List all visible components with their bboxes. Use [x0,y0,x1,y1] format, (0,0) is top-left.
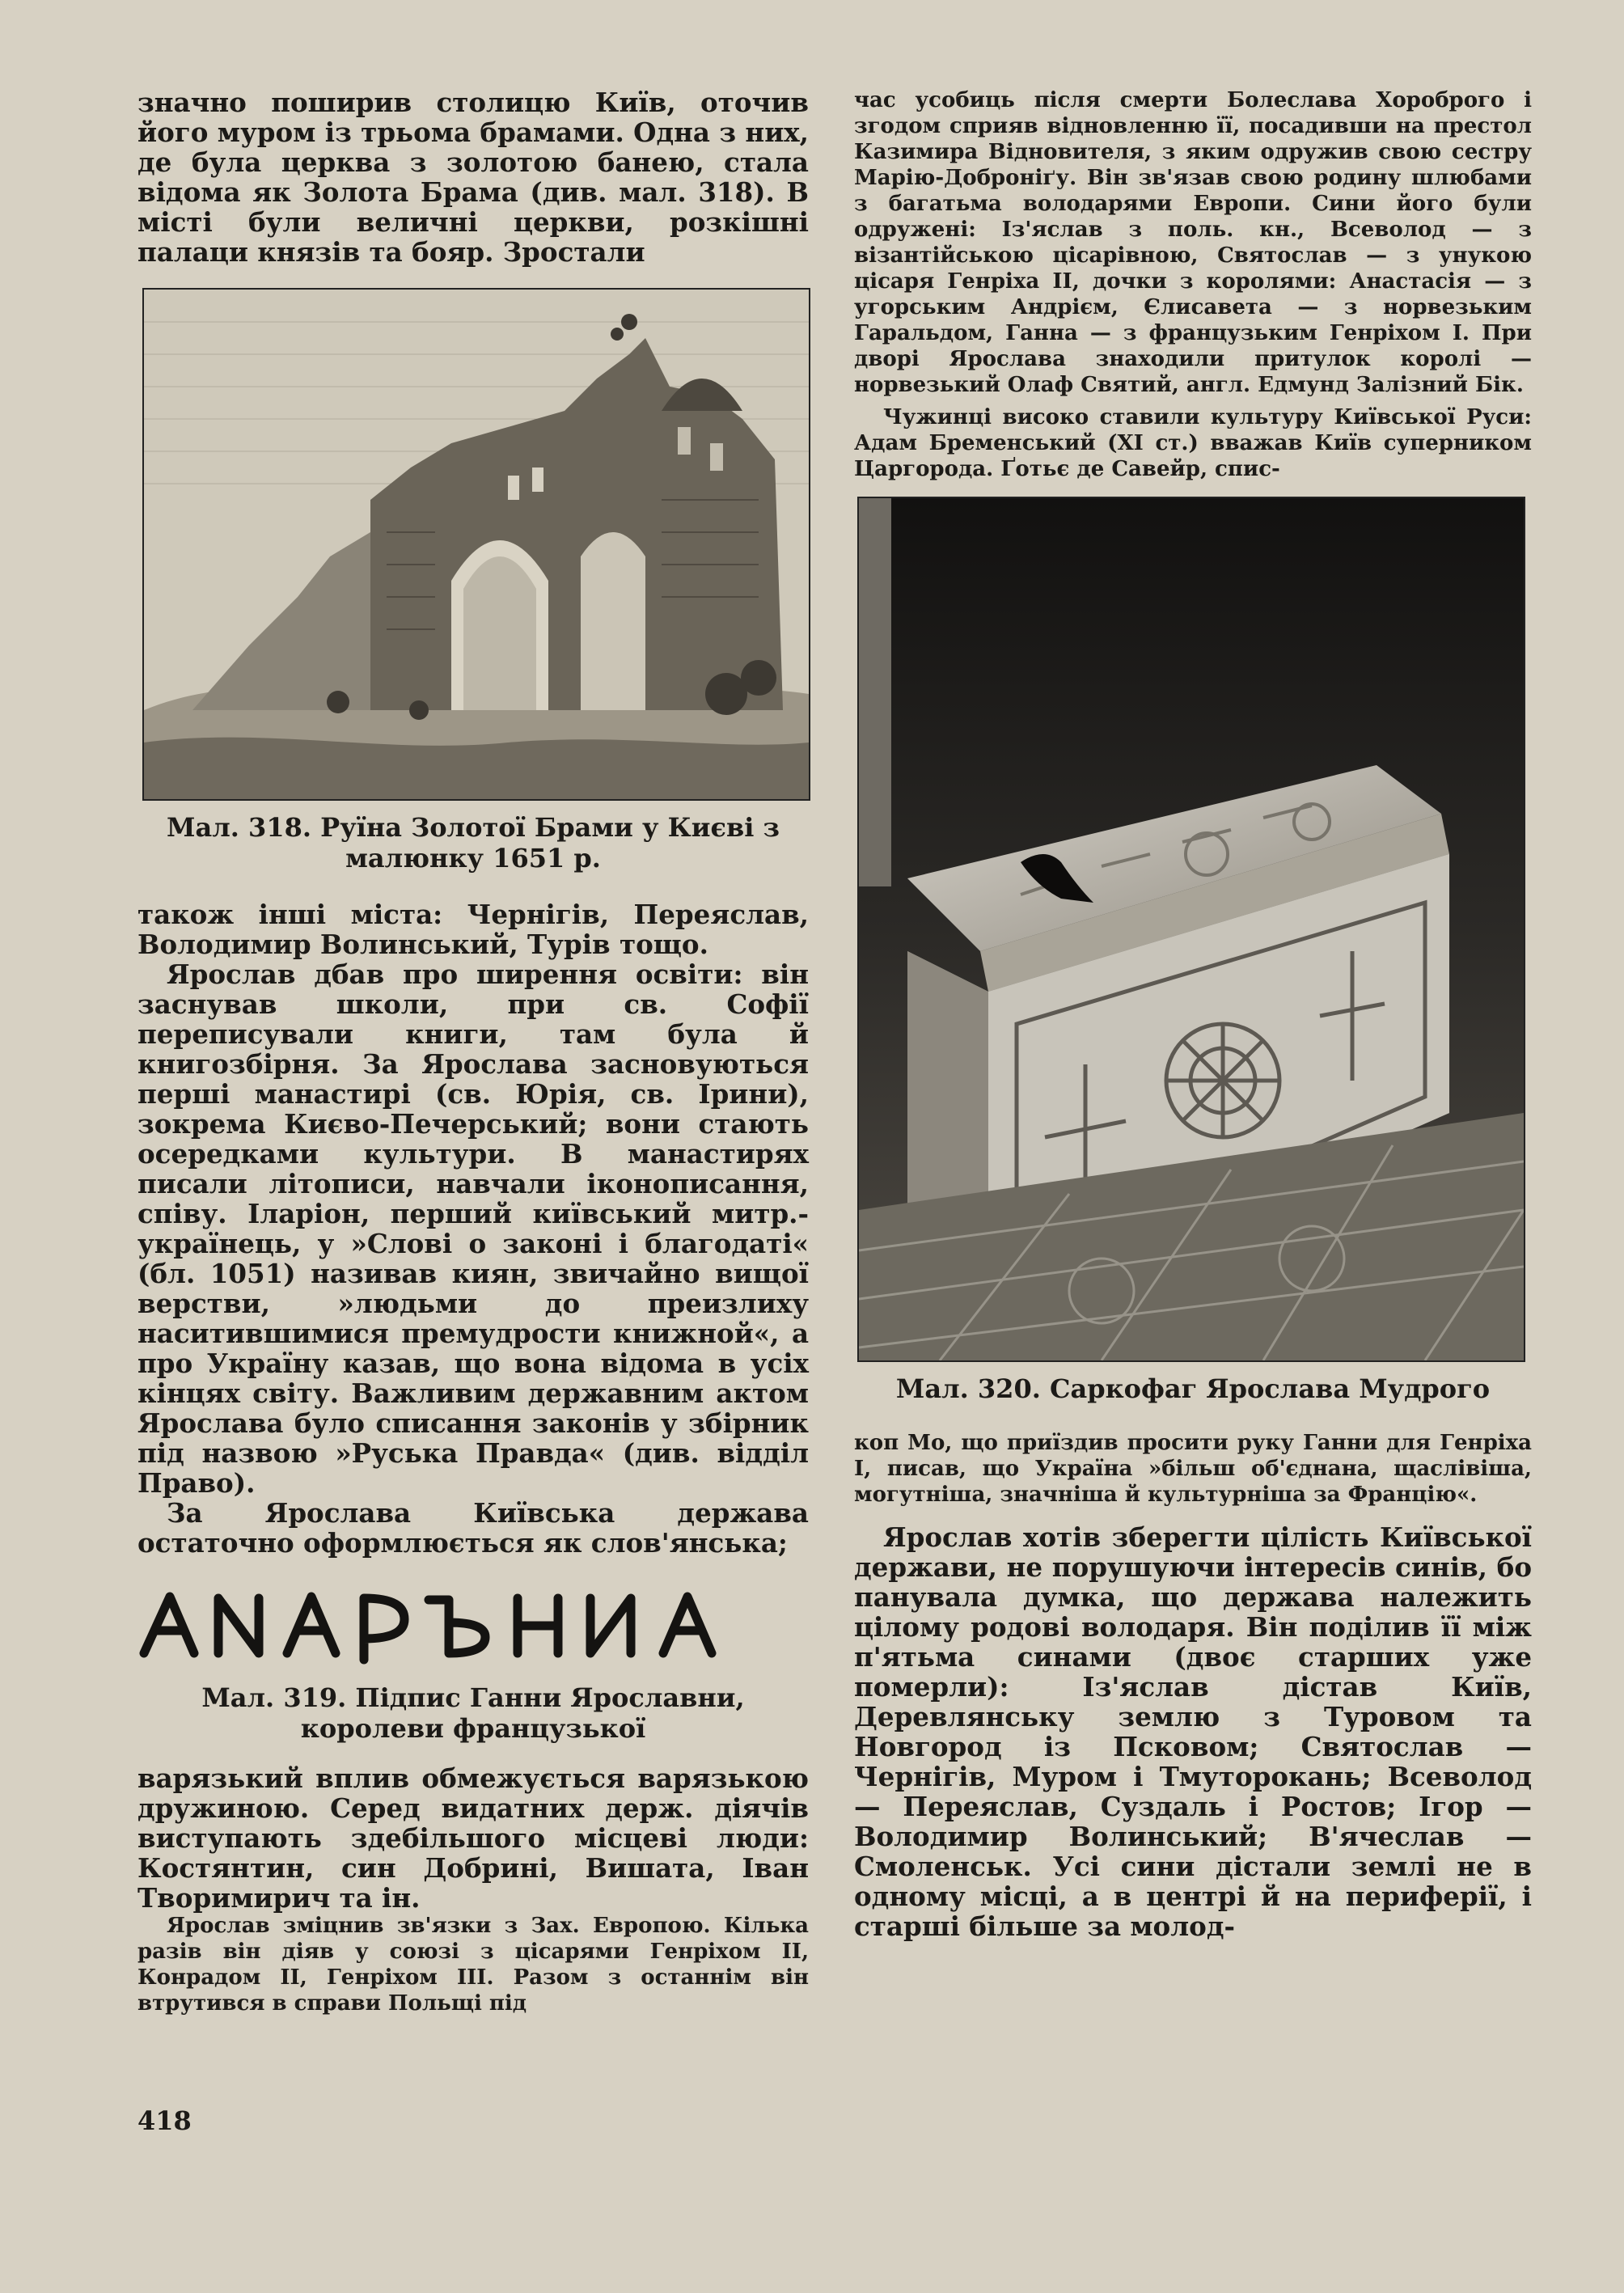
figure-319-signature [137,1589,809,1669]
anna-signature-image [137,1589,802,1666]
left-paragraph-6: Ярослав зміцнив зв'язки з Зах. Европою. Кілька разів він діяв у союзі з цісарями Генріхом II, Конрадом II, Генріхом III. Разом з останнім він втрутився в справи Польщі під [137,1914,809,2016]
page-number: 418 [137,2105,192,2136]
figure-319-caption: Мал. 319. Підпис Ганни Ярославни, королеви французької [201,1682,745,1744]
right-column [854,87,1532,1941]
right-paragraph-1: час усобиць після смерти Болеслава Хороброго і згодом сприяв відновленню її, посадивши на престол Казимира Відновителя, з яким одружив свою сестру Марію-Доброніґу. Він зв'язав свою родину шлюбами з багатьма володарями Европи. Сини його були одружені: Із'яслав з поль. кн., Всеволод — з візантійською цісарівною, Святослав — з унукою цісаря Генріха II, дочки з королями: Анастасія — з угорським Андрієм, Єлисавета — з норвезьким Гаральдом, Ганна — з французьким Генріхом I. При дворі Ярослава знаходили притулок королі — норвезький Олаф Святий, англ. Едмунд Залізний Бік. [854,88,1532,397]
right-paragraph-2: Чужинці високо ставили культуру Київської Руси: Адам Бременський (XI ст.) вважав Київ суперником Царгорода. Ґотьє де Савейр, спис- [854,405,1532,481]
left-paragraph-2: також інші міста: Чернігів, Переяслав, Володимир Волинський, Турів тощо. [137,899,809,960]
sarcophagus-photo [859,498,1524,1360]
figure-320-sarcophagus-photo [857,497,1525,1362]
figure-320-caption: Мал. 320. Саркофаг Ярослава Мудрого [895,1373,1491,1404]
figure-318-golden-gate-ruin [142,288,810,801]
right-paragraph-4: Ярослав хотів зберегти цілість Київської держави, не порушуючи інтересів синів, бо панувала думка, що держава належить цілому родові володаря. Він поділив її між п'ятьма синами (двоє старших уже померли): Із'яслав дістав Київ, Деревлянську землю з Туровом та Новгород із Псковом; Святослав — Чернігів, Муром і Тмуторокань; Всеволод — Переяслав, Суздаль і Ростов; Ігор — Володимир Волинський; В'ячеслав — Смоленськ. Усі сини дістали землі не в одному місці, а в центрі й на периферії, і старші більше за молод- [854,1521,1532,1942]
left-paragraph-1: значно поширив столицю Київ, оточив його муром із трьома брамами. Одна з них, де була церква з золотою банею, стала відома як Золота Брама (див. мал. 318). В місті були величні церкви, розкішні палаци князів та бояр. Зростали [137,87,809,268]
left-column [137,87,809,2016]
left-paragraph-3: Ярослав дбав про ширення освіти: він заснував школи, при св. Софії переписували книги, там була й книгозбірня. За Ярослава засновуються перші манастирі (св. Юрія, св. Ірини), зокрема Києво-Печерський; вони стають осередками культури. В манастирях писали літописи, навчали іконописання, співу. Іларіон, перший київський митр.-українець, у »Слові о законі і благодаті« (бл. 1051) називав киян, звичайно вищої верстви, »людьми до преизлиху наситившимися премудрости книжной«, а про Україну казав, що вона відома в усіх кінцях світу. Важливим державним актом Ярослава було списання законів у збірник під назвою »Руська Правда« (див. відділ Право). [137,958,809,1499]
golden-gate-ruin-illustration [144,290,809,799]
left-paragraph-5: варязький вплив обмежується варязькою дружиною. Серед видатних держ. діячів виступають здебільшого місцеві люди: Костянтин, син Добрині, Вишата, Іван Творимирич та ін. [137,1762,809,1914]
figure-318-caption: Мал. 318. Руїна Золотої Брами у Києві з малюнку 1651 р. [167,812,780,874]
left-paragraph-4: За Ярослава Київська держава остаточно оформлюється як слов'янська; [137,1497,809,1559]
right-paragraph-3: коп Мо, що приїздив просити руку Ганни для Генріха I, писав, що Україна »більш об'єднана, щаслівіша, могутніша, значніша й культурніша за Францію«. [854,1431,1532,1507]
